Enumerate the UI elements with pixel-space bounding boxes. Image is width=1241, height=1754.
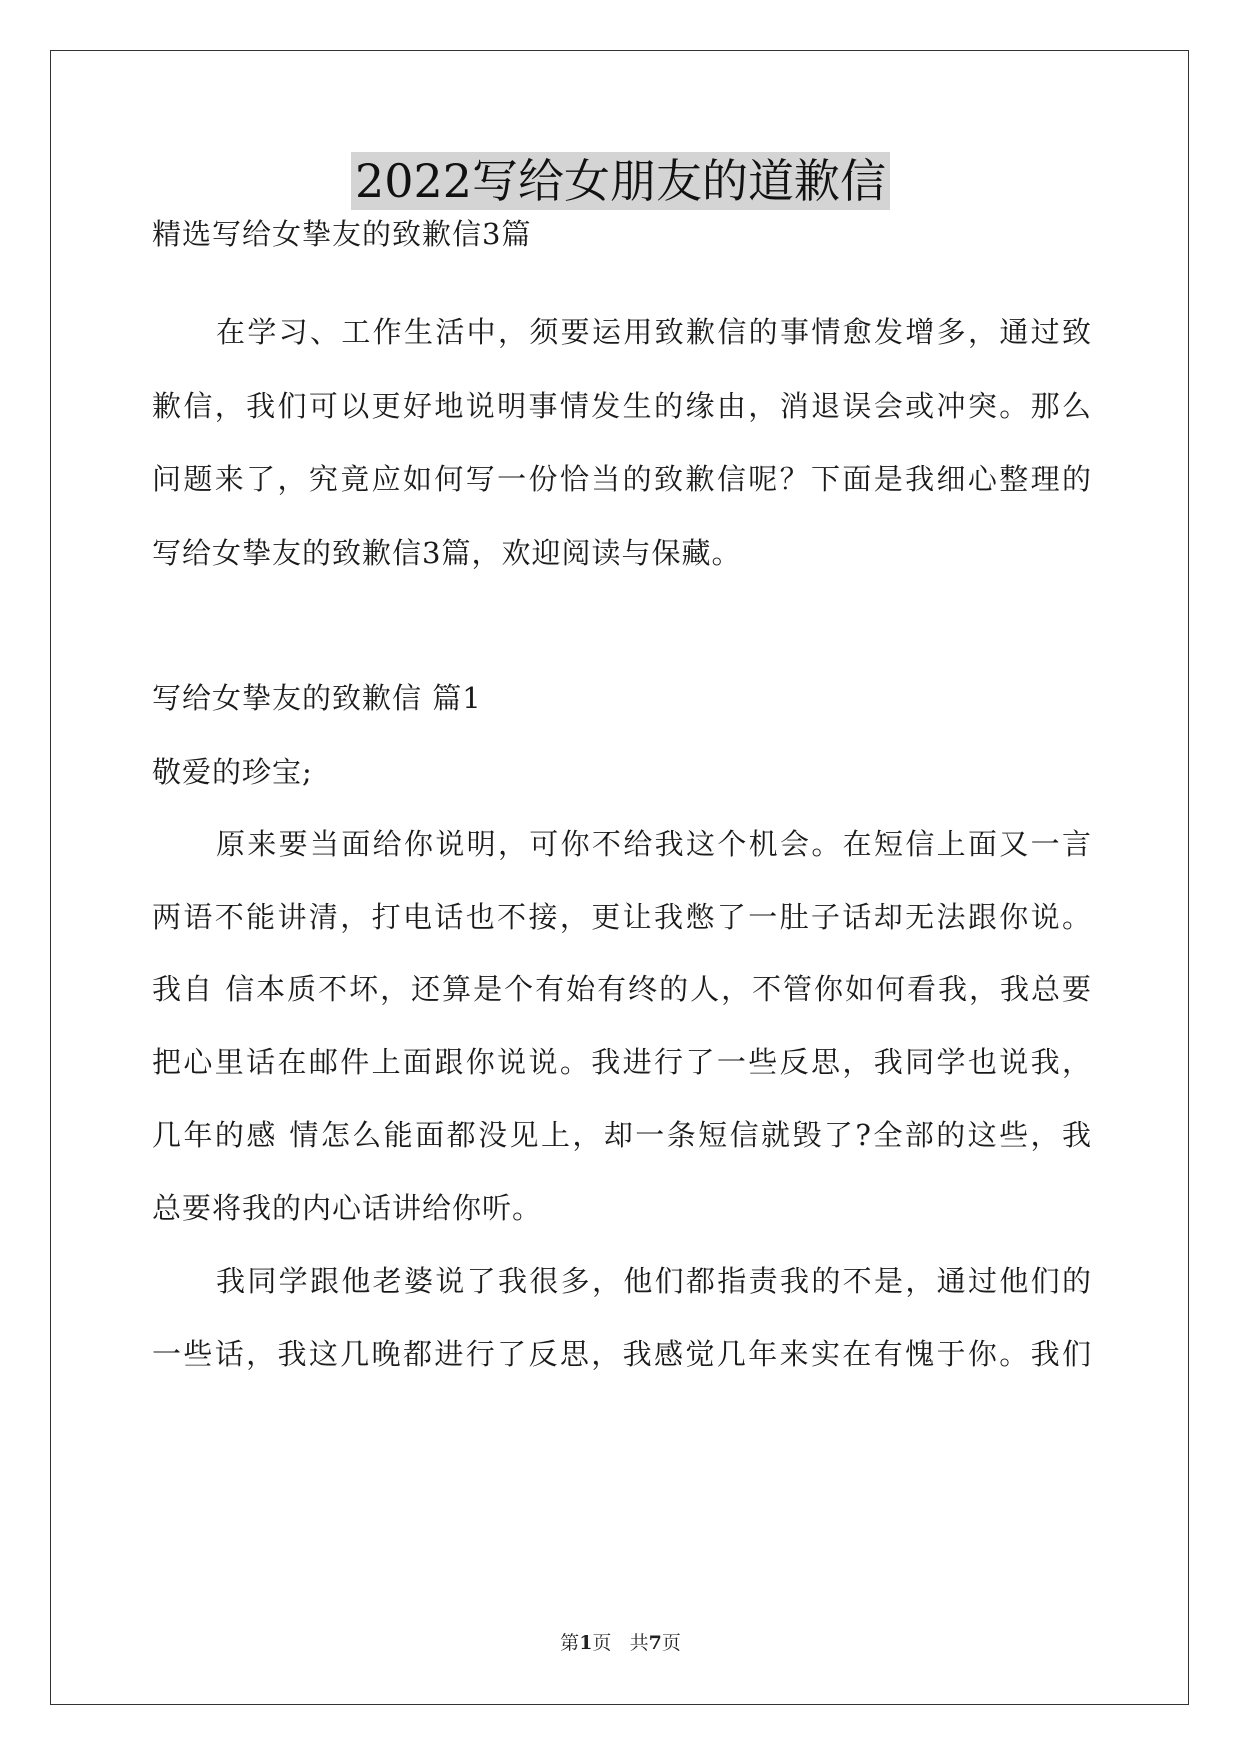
total-pages: 7 — [648, 1632, 662, 1654]
footer-total-prefix: 共 — [629, 1632, 649, 1654]
intro-line-4: 写给女挚友的致歉信3篇，欢迎阅读与保藏。 — [152, 536, 742, 570]
intro-line-1: 在学习、工作生活中，须要运用致歉信的事情愈发增多，通过致 — [216, 315, 1092, 349]
footer-total-suffix: 页 — [661, 1632, 681, 1654]
para1-line-6: 总要将我的内心话讲给你听。 — [152, 1191, 543, 1225]
para2-line-1: 我同学跟他老婆说了我很多，他们都指责我的不是，通过他们的 — [216, 1264, 1092, 1298]
section-heading: 写给女挚友的致歉信 篇1 — [152, 681, 482, 715]
intro-line-2: 歉信，我们可以更好地说明事情发生的缘由，消退误会或冲突。那么 — [152, 389, 1092, 423]
para1-line-1: 原来要当面给你说明，可你不给我这个机会。在短信上面又一言 — [216, 827, 1092, 861]
page-border — [50, 50, 1189, 1705]
footer-page-suffix: 页 — [592, 1632, 612, 1654]
salutation: 敬爱的珍宝; — [152, 755, 313, 789]
para1-line-4: 把心里话在邮件上面跟你说说。我进行了一些反思，我同学也说我， — [152, 1045, 1092, 1079]
page-number: 1 — [579, 1632, 593, 1654]
subtitle: 精选写给女挚友的致歉信3篇 — [152, 217, 532, 251]
para2-line-2: 一些话，我这几晚都进行了反思，我感觉几年来实在有愧于你。我们 — [152, 1337, 1092, 1371]
document-title: 2022写给女朋友的道歉信 — [351, 152, 890, 210]
intro-line-3: 问题来了，究竟应如何写一份恰当的致歉信呢？下面是我细心整理的 — [152, 462, 1092, 496]
footer-prefix: 第 — [560, 1632, 580, 1654]
para1-line-3: 我自 信本质不坏，还算是个有始有终的人，不管你如何看我，我总要 — [152, 972, 1092, 1006]
title-block — [0, 152, 1241, 210]
para1-line-2: 两语不能讲清，打电话也不接，更让我憋了一肚子话却无法跟你说。 — [152, 900, 1092, 934]
page-footer — [0, 1628, 1241, 1655]
para1-line-5: 几年的感 情怎么能面都没见上，却一条短信就毁了?全部的这些，我 — [152, 1118, 1092, 1152]
